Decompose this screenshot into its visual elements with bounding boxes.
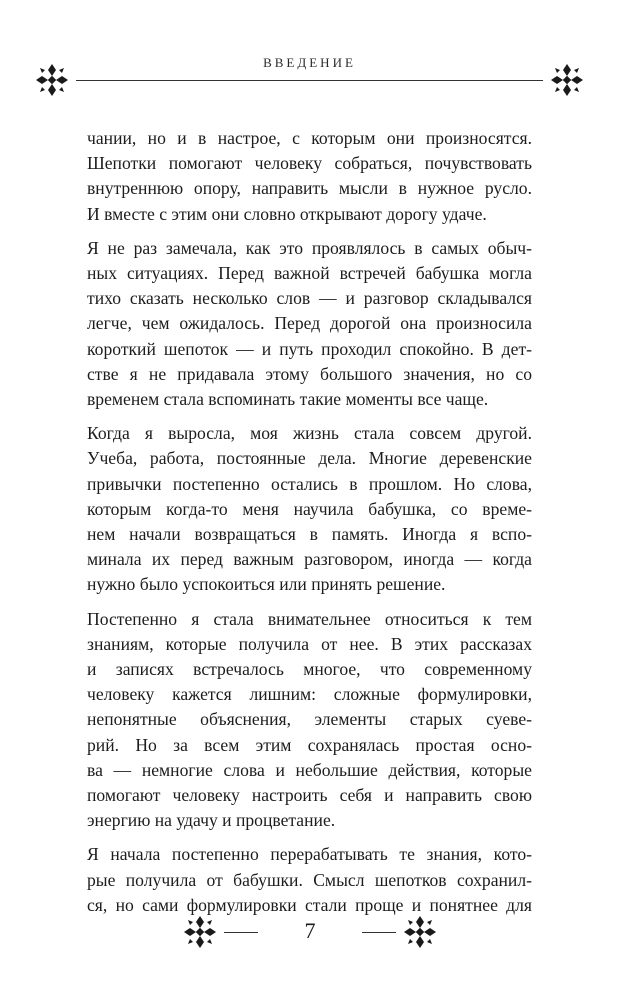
text-line: ся, но сами формулировки стали проще и понятнее для — [87, 894, 532, 915]
text-line: минала их перед важным разговором, иногда — когда — [87, 549, 532, 570]
text-line: энергию на удачу и процветание. — [87, 810, 336, 831]
text-line: которым когда-то меня научила бабушка, со време- — [87, 498, 532, 519]
text-line: чании, но и в настрое, с которым они произносятся. — [87, 128, 532, 148]
paragraph — [87, 607, 532, 834]
text-line: помогают человеку настроить себя и направить свою — [87, 785, 532, 806]
running-head: ВВЕДЕНИЕ — [244, 55, 376, 71]
text-line: непонятные объяснения, элементы старых суеве- — [87, 709, 532, 730]
text-line: Постепенно я стала внимательнее относиться к тем — [87, 608, 532, 629]
text-line: нужно было успокоиться или принять решение. — [87, 574, 446, 595]
text-line: легче, чем ожидалось. Перед дорогой она произносила — [87, 313, 532, 334]
text-line: тихо сказать несколько слов — и разговор складывался — [87, 288, 532, 309]
text-line: человеку кажется лишним: сложные формулировки, — [87, 684, 532, 705]
text-line: Я не раз замечала, как это проявлялось в самых обыч- — [87, 237, 532, 258]
text-line: стве я не придавала этому большого значения, но со — [87, 363, 532, 384]
paragraph — [87, 421, 532, 597]
text-line: рые получила от бабушки. Смысл шепотков сохранил- — [87, 869, 532, 890]
text-line: знаниям, которые получила от нее. В этих рассказах — [87, 633, 532, 654]
text-line: ва — немногие слова и небольшие действия, которые — [87, 759, 532, 780]
paragraph — [87, 126, 532, 227]
text-line: нем начали возвращаться в память. Иногда я вспо- — [87, 524, 532, 545]
text-line: и записях встречалось многое, что современному — [87, 659, 532, 680]
folk-ornament-icon — [400, 912, 440, 952]
text-line: временем стала вспоминать такие моменты все чаще. — [87, 389, 489, 410]
page-footer — [180, 910, 440, 956]
footer-rule — [362, 932, 396, 933]
text-line: короткий шепоток — и путь проходил спокойно. В дет- — [87, 338, 532, 359]
paragraph — [87, 236, 532, 412]
text-line: И вместе с этим они словно открывают дорогу удаче. — [87, 203, 487, 224]
text-line: Учеба, работа, постоянные дела. Многие деревенские — [87, 448, 532, 469]
text-line: рий. Но за всем этим сохранялась простая осно- — [87, 734, 532, 755]
text-line: Когда я выросла, моя жизнь стала совсем другой. — [87, 423, 532, 444]
folk-ornament-icon — [32, 60, 72, 100]
paragraph — [87, 842, 532, 918]
text-line: ных ситуациях. Перед важной встречей бабушка могла — [87, 263, 532, 284]
text-line: Я начала постепенно перерабатывать те знания, кото- — [87, 844, 532, 865]
header-rule — [76, 80, 543, 81]
text-line: внутреннюю опору, направить мысли в нужное русло. — [87, 178, 532, 199]
page-header — [32, 52, 587, 104]
folk-ornament-icon — [547, 60, 587, 100]
body-text — [87, 126, 532, 927]
text-line: Шепотки помогают человеку собраться, почувствовать — [87, 153, 532, 174]
text-line: привычки постепенно остались в прошлом. Но слова, — [87, 473, 532, 494]
page-number: 7 — [304, 918, 316, 943]
